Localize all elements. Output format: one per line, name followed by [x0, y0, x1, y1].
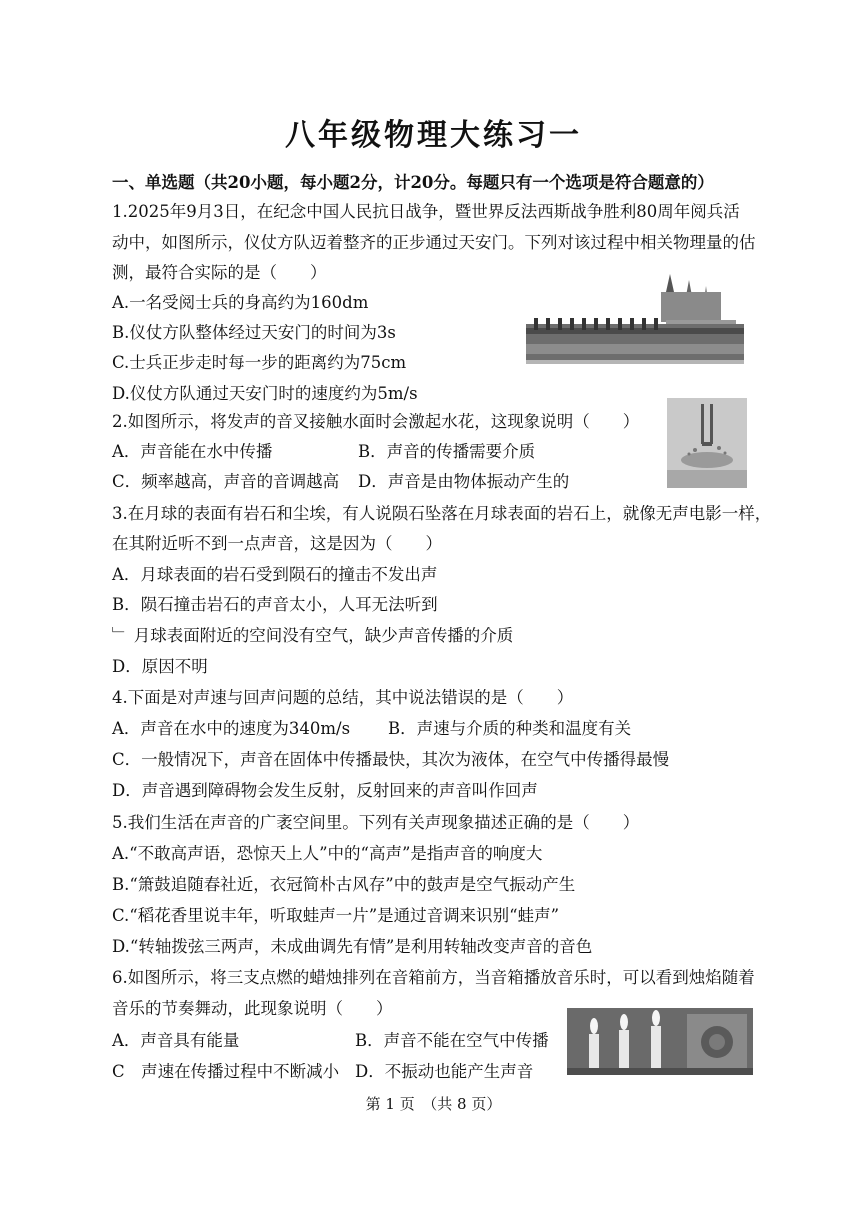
q2-option-c: C．频率越高，声音的音调越高: [112, 472, 340, 491]
q2-option-b: B．声音的传播需要介质: [358, 442, 536, 461]
q6-stem-line-1: 6.如图所示，将三支点燃的蜡烛排列在音箱前方，当音箱播放音乐时，可以看到烛焰随着: [112, 968, 755, 987]
q4-option-a: A．声音在水中的速度为340m/s: [112, 719, 351, 738]
section-header: 一、单选题（共20小题，每小题2分，计20分。每题只有一个选项是符合题意的）: [112, 173, 714, 192]
q2-option-a: A．声音能在水中传播: [112, 442, 273, 461]
q1-stem-line-1: 1.2025年9月3日，在纪念中国人民抗日战争，暨世界反法西斯战争胜利80周年阅兵活: [112, 202, 740, 221]
q2-option-d: D．声音是由物体振动产生的: [358, 472, 570, 491]
q5-option-a: A.“不敢高声语，恐惊天上人”中的“高声”是指声音的响度大: [112, 844, 543, 863]
q5-stem: 5.我们生活在声音的广袤空间里。下列有关声现象描述正确的是（ ）: [112, 813, 640, 832]
q3-stem-line-2: 在其附近听不到一点声音，这是因为（ ）: [112, 534, 442, 553]
q1-option-c: C.士兵正步走时每一步的距离约为75cm: [112, 353, 407, 372]
q1-option-a: A.一名受阅士兵的身高约为160dm: [112, 293, 369, 312]
q1-stem-line-2: 动中，如图所示，仪仗方队迈着整齐的正步通过天安门。下列对该过程中相关物理量的估: [112, 233, 756, 252]
q5-option-b: B.“箫鼓追随春社近，衣冠简朴古风存”中的鼓声是空气振动产生: [112, 875, 576, 894]
q4-option-c: C．一般情况下，声音在固体中传播最快，其次为液体，在空气中传播得最慢: [112, 750, 670, 769]
q5-option-d: D.“转轴拨弦三两声，未成曲调先有情”是利用转轴改变声音的音色: [112, 937, 593, 956]
q2-stem: 2.如图所示，将发声的音叉接触水面时会激起水花，这现象说明（ ）: [112, 412, 640, 431]
q6-stem-line-2: 音乐的节奏舞动，此现象说明（ ）: [112, 999, 393, 1018]
q1-option-d: D.仪仗方队通过天安门时的速度约为5m/s: [112, 384, 418, 403]
parade-figure: [526, 272, 744, 372]
page-footer: 第 1 页 （共 8 页）: [365, 1095, 502, 1113]
q3-option-b: B．陨石撞击岩石的声音太小，人耳无法听到: [112, 595, 438, 614]
q6-option-a: A．声音具有能量: [112, 1031, 240, 1050]
q6-option-c: C 声速在传播过程中不断减小: [112, 1062, 340, 1081]
q1-option-b: B.仪仗方队整体经过天安门的时间为3s: [112, 323, 396, 342]
q6-option-d: D．不振动也能产生声音: [355, 1062, 534, 1081]
q4-stem: 4.下面是对声速与回声问题的总结，其中说法错误的是（ ）: [112, 688, 574, 707]
q5-option-c: C.“稻花香里说丰年，听取蛙声一片”是通过音调来识别“蛙声”: [112, 906, 560, 925]
q3-stem-line-1: 3.在月球的表面有岩石和尘埃，有人说陨石坠落在月球表面的岩石上，就像无声电影一样，: [112, 504, 772, 523]
q6-option-b: B．声音不能在空气中传播: [355, 1031, 549, 1050]
q3-option-a: A．月球表面的岩石受到陨石的撞击不发出声: [112, 565, 438, 584]
q4-option-d: D．声音遇到障碍物会发生反射，反射回来的声音叫作回声: [112, 781, 538, 800]
q1-stem-line-3: 测，最符合实际的是（ ）: [112, 263, 327, 282]
q3-option-d: D．原因不明: [112, 657, 208, 676]
candles-speaker-figure: [567, 1008, 753, 1075]
tuning-fork-figure: [667, 398, 747, 488]
q4-option-b: B．声速与介质的种类和温度有关: [388, 719, 632, 738]
page-title: 八年级物理大练习一: [285, 118, 582, 153]
q3-option-c: ﹂ 月球表面附近的空间没有空气，缺少声音传播的介质: [112, 626, 514, 645]
